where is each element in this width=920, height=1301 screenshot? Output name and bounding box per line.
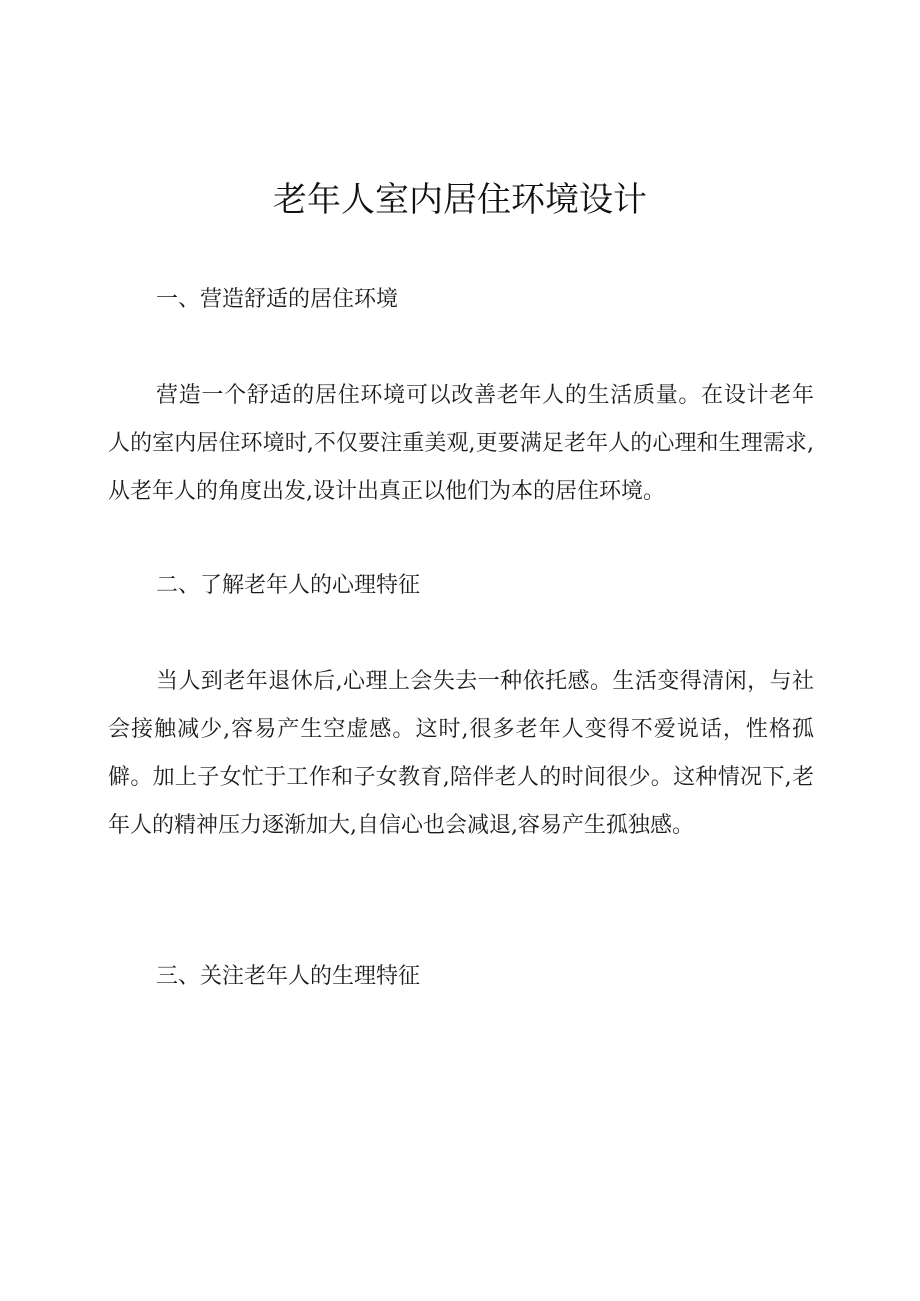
document-title: 老年人室内居住环境设计 <box>273 180 647 220</box>
section-heading-3: 三、关注老年人的生理特征 <box>156 964 421 989</box>
section-paragraph-2: 当人到老年退休后,心理上会失去一种依托感。生活变得清闲，与社会接触减少,容易产生空虚感。这时,很多老年人变得不爱说话，性格孤僻。加上子女忙于工作和子女教育,陪伴老人的时间很少。这种情况下,老年人的精神压力逐渐加大,自信心也会减退,容易产生孤独感。 <box>108 669 814 838</box>
section-heading-1: 一、营造舒适的居住环境 <box>156 287 399 312</box>
section-paragraph-1: 营造一个舒适的居住环境可以改善老年人的生活质量。在设计老年人的室内居住环境时,不仅要注重美观,更要满足老年人的心理和生理需求,从老年人的角度出发,设计出真正以他们为本的居住环境。 <box>108 383 814 504</box>
section-heading-2: 二、了解老年人的心理特征 <box>156 573 421 598</box>
